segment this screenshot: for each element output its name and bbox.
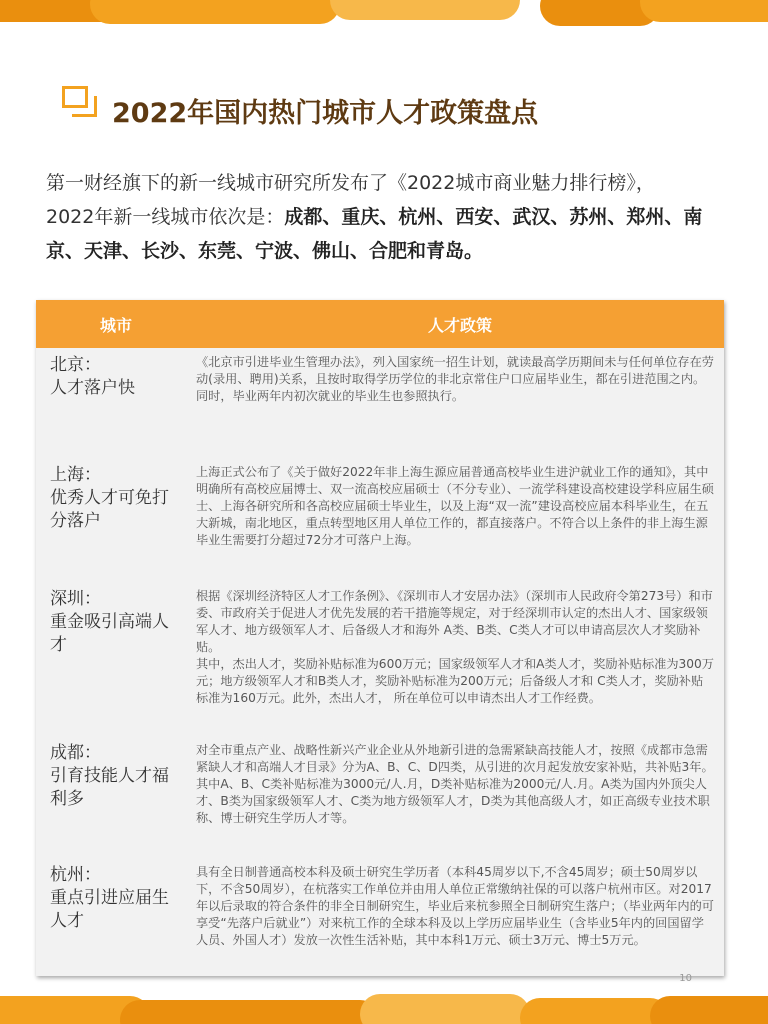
policy-cell: 《北京市引进毕业生管理办法》，列入国家统一招生计划，就读最高学历期间未与任何单位存在劳动(录用、聘用)关系，且按时取得学历学位的非北京常住户口应届毕业生，都在引进范围之内。同时，毕业两年内初次就业的毕业生也参照执行。 (196, 355, 714, 403)
city-name: 上海： (50, 465, 101, 485)
city-cell (36, 588, 176, 734)
city-tag: 引育技能人才福利多 (50, 766, 169, 809)
city-cell (36, 864, 181, 984)
intro-paragraph (46, 166, 736, 268)
policy-cell (196, 588, 724, 734)
table-row-shenzhen (36, 582, 724, 734)
city-cell (36, 354, 196, 458)
policy-cell: 具有全日制普通高校本科及硕士研究生学历者（本科45周岁以下,不含45周岁；硕士50周岁以下，不含50周岁），在杭落实工作单位并由用人单位正常缴纳社保的可以落户杭州市区。对2017年以后录取的符合条件的非全日制研究生，毕业后来杭参照全日制研究生落户；（毕业两年内的可享受“先落户后就业”）对来杭工作的全球本科及以上学历应届毕业生（含毕业5年内的回国留学人员、外国人才）发放一次性生活补贴，其中本科1万元、硕士3万元、博士5万元。 (196, 865, 714, 947)
table-row-beijing (36, 348, 724, 458)
city-cell (36, 742, 181, 856)
policy-cell: 上海正式公布了《关于做好2022年非上海生源应届普通高校毕业生进沪就业工作的通知》，其中明确所有高校应届博士、双一流高校应届硕士（不分专业）、一流学科建设高校建设学科应届生硕士、上海各研究所和各高校应届硕士毕业生，以及上海“双一流”建设高校应届本科毕业生，在五大新城，南北地区，重点转型地区用人单位工作的，都直接落户。不符合以上条件的非上海生源毕业生需要打分超过72分才可落户上海。 (196, 465, 714, 547)
intro-line-1: 第一财经旗下的新一线城市研究所发布了《2022城市商业魅力排行榜》， (46, 172, 655, 194)
city-tag: 优秀人才可免打分落户 (50, 488, 169, 531)
city-tag: 人才落户快 (50, 378, 135, 398)
city-tag: 重金吸引高端人才 (50, 612, 169, 655)
policy-paragraph-1: 根据《深圳经济特区人才工作条例》、《深圳市人才安居办法》（深圳市人民政府令第273号）和市委、市政府关于促进人才优先发展的若干措施等规定，对于经深圳市认定的杰出人才、国家级领军人才、地方级领军人才、后备级人才和海外 A类、B类、C类人才可以申请高层次人才奖励补贴。 (196, 589, 713, 654)
top-decorative-band (0, 0, 768, 38)
city-name: 北京： (50, 355, 101, 375)
city-cell (36, 464, 181, 582)
new-first-tier-cities: 成都、重庆、杭州、西安、武汉、苏州、郑州、南京、天津、长沙、东莞、宁波、佛山、合肥和青岛。 (46, 206, 703, 262)
bottom-decorative-band (0, 988, 768, 1024)
page-number: 10 (679, 973, 692, 984)
policy-cell: 对全市重点产业、战略性新兴产业企业从外地新引进的急需紧缺高技能人才，按照《成都市急需紧缺人才和高端人才目录》分为A、B、C、D四类，从引进的次月起发放安家补贴，共补贴3年。其中A、B、C类补贴标准为3000元/人.月，D类补贴标准为2000元/人.月。A类为国内外顶尖人才、B类为国家级领军人才、C类为地方级领军人才，D类为其他高级人才，如正高级专业技术职称、博士研究生学历人才等。 (196, 743, 714, 825)
column-header-city: 城市 (99, 315, 132, 335)
table-header (36, 300, 724, 348)
city-name: 深圳： (50, 589, 101, 609)
city-name: 成都： (50, 743, 101, 763)
table-row-hangzhou (36, 856, 724, 984)
table-row-chengdu (36, 734, 724, 856)
city-tag: 重点引进应届生人才 (50, 888, 169, 931)
policy-table (36, 300, 724, 976)
page-title: 2022年国内热门城市人才政策盘点 (112, 98, 539, 129)
city-name: 杭州： (50, 865, 101, 885)
intro-line-2-prefix: 2022年新一线城市依次是： (46, 206, 285, 228)
policy-paragraph-2: 其中，杰出人才，奖励补贴标准为600万元；国家级领军人才和A类人才，奖励补贴标准为300万元；地方级领军人才和B类人才，奖励补贴标准为200万元；后备级人才和 C类人才，奖励补贴标准为160万元。此外，杰出人才， 所在单位可以申请杰出人才工作经费。 (196, 657, 714, 705)
table-row-shanghai (36, 458, 724, 582)
square-frame-icon (62, 86, 88, 108)
column-header-policy: 人才政策 (427, 315, 492, 335)
